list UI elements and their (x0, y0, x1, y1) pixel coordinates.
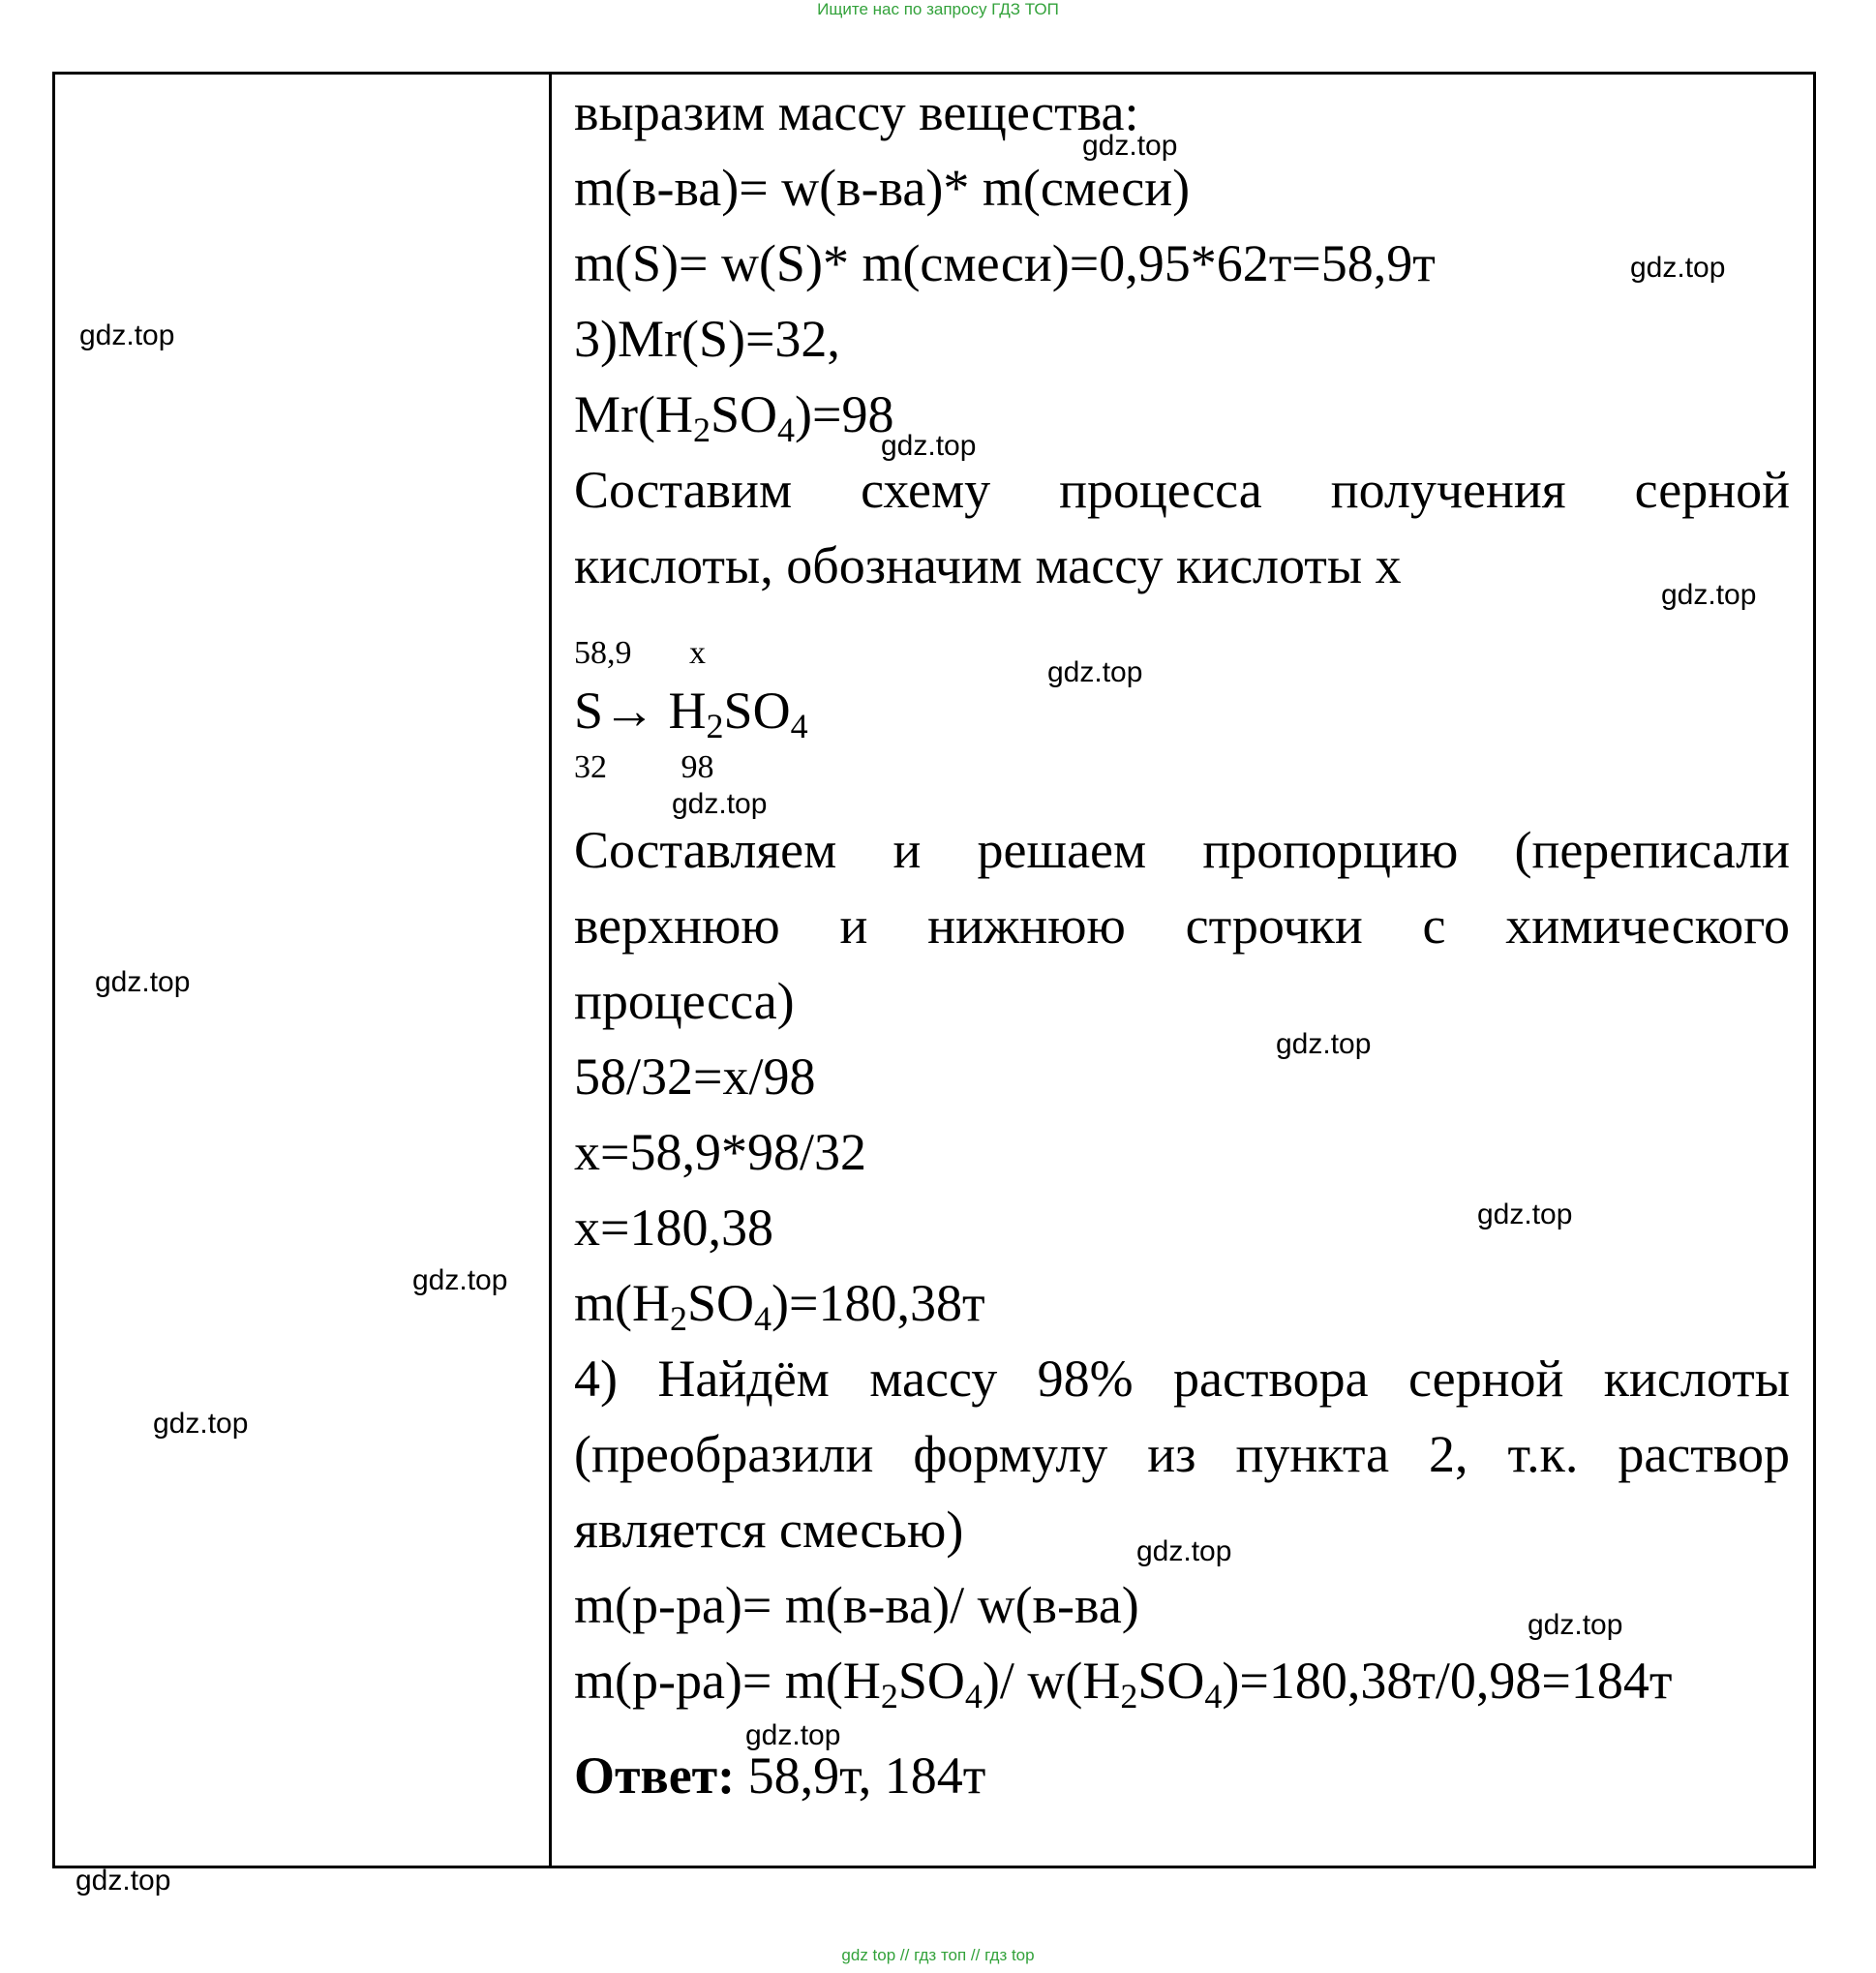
watermark: gdz.top (745, 1719, 841, 1751)
answer-value: 58,9т, 184т (735, 1746, 986, 1805)
line-17: является смесью) (574, 1501, 964, 1559)
line-2: m(в-ва)= w(в-ва)* m(смеси) (574, 159, 1191, 217)
solution-table (52, 72, 1816, 1868)
watermark: gdz.top (412, 1264, 508, 1296)
watermark: gdz.top (95, 966, 191, 998)
scheme-bottom-numbers: 32 98 (574, 749, 714, 785)
line-14: $m(H_2SO_4)=180,38т$ (574, 1274, 985, 1338)
line-15: 4) Найдём массу 98% раствора серной кислоты (574, 1350, 1790, 1408)
watermark: gdz.top (1528, 1609, 1623, 1641)
watermark: gdz.top (1047, 656, 1143, 688)
watermark: gdz.top (1276, 1028, 1372, 1060)
line-10: процесса) (574, 972, 795, 1030)
watermark: gdz.top (881, 430, 977, 462)
scheme-equation: $S\to H_2SO_4$ (574, 682, 808, 745)
watermark: gdz.top (1082, 130, 1178, 162)
scheme-top-numbers: 58,9 х (574, 635, 706, 671)
line-3: m(S)= w(S)* m(смеси)=0,95*62т=58,9т (574, 234, 1436, 292)
top-banner: Ищите нас по запросу ГДЗ ТОП (817, 0, 1059, 18)
watermark: gdz.top (1661, 579, 1757, 611)
line-12: х=58,9*98/32 (574, 1123, 866, 1181)
line-6: Составим схему процесса получения серной (574, 461, 1790, 519)
line-9: верхнюю и нижнюю строчки с химического (574, 896, 1790, 955)
watermark: gdz.top (1477, 1199, 1573, 1230)
line-1: выразим массу вещества: (574, 83, 1139, 141)
watermark: gdz.top (153, 1408, 249, 1440)
line-8: Составляем и решаем пропорцию (переписали (574, 821, 1790, 879)
line-16: (преобразили формулу из пункта 2, т.к. раствор (574, 1425, 1790, 1483)
line-4: 3)Mr(S)=32, (574, 310, 840, 368)
line-19: $m(р-ра)= m(H_2SO_4)/$ $w(H_2SO_4)=180,38т/0,98=184т$ (574, 1652, 1673, 1715)
line-13: х=180,38 (574, 1199, 773, 1257)
watermark: gdz.top (1630, 252, 1726, 284)
column-divider (549, 75, 552, 1866)
watermark: gdz.top (76, 1865, 171, 1897)
line-11: 58/32=x/98 (574, 1047, 816, 1106)
watermark: gdz.top (1136, 1535, 1232, 1567)
watermark: gdz.top (672, 788, 768, 820)
answer-label: Ответ: (574, 1746, 736, 1805)
line-7: кислоты, обозначим массу кислоты х (574, 536, 1402, 594)
bottom-footer: gdz top // гдз топ // гдз top (841, 1946, 1035, 1964)
line-5: $Mr(H_2SO_4)=98$ (574, 385, 894, 449)
line-18: m(р-ра)= m(в-ва)/ w(в-ва) (574, 1576, 1139, 1634)
watermark: gdz.top (79, 319, 175, 351)
